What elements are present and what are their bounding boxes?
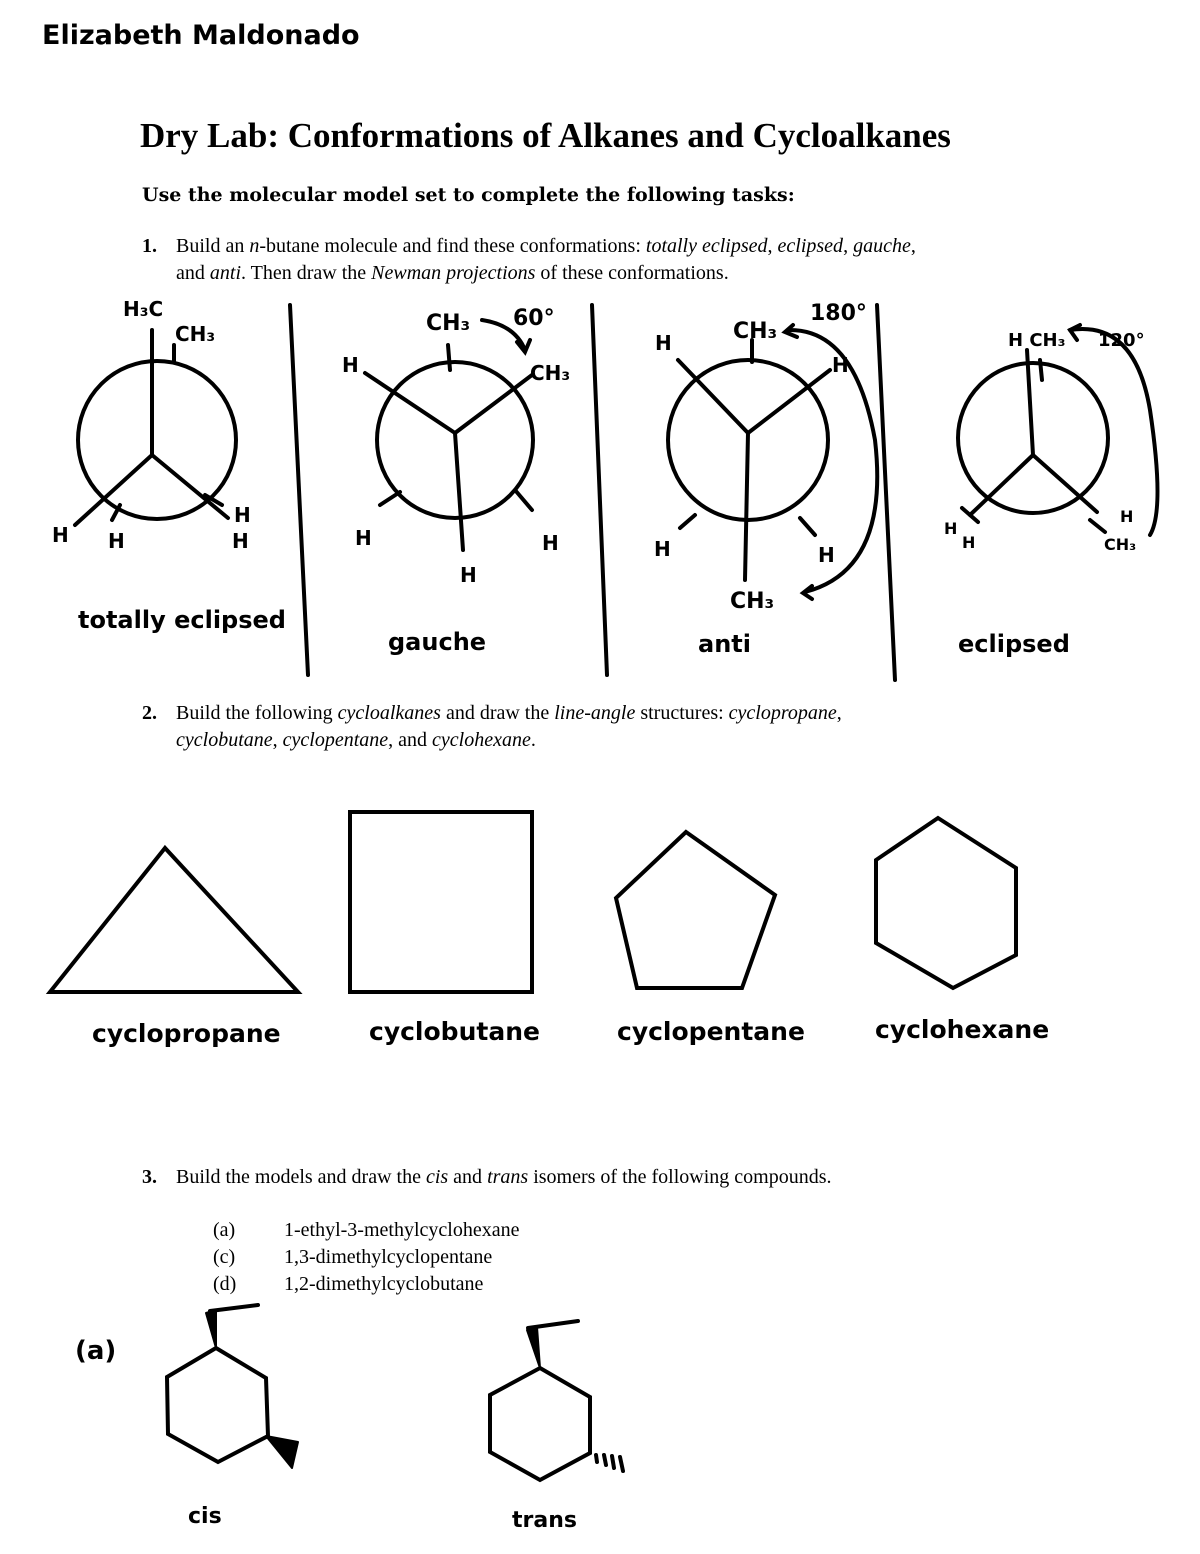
list-item-label: (d) xyxy=(213,1273,237,1295)
text: isomers of the following compounds. xyxy=(528,1166,832,1188)
text: , xyxy=(272,729,283,751)
list-item xyxy=(213,1217,713,1244)
text: Build the models and draw the xyxy=(176,1166,426,1188)
text: , xyxy=(836,702,842,724)
part-label-a: (a) xyxy=(75,1336,117,1366)
text-italic: cyclopentane xyxy=(282,729,389,751)
label-h: H xyxy=(355,526,372,550)
label-h-ch3: H CH₃ xyxy=(1008,330,1066,351)
text: structures: xyxy=(635,702,729,724)
cycloalkane-structures xyxy=(0,800,1200,1060)
label-h: H xyxy=(234,503,251,527)
text-italic: n xyxy=(249,235,260,257)
text-italic: line-angle xyxy=(554,702,636,724)
caption-cyclobutane: cyclobutane xyxy=(369,1017,540,1046)
caption-cyclopropane: cyclopropane xyxy=(92,1019,281,1048)
caption-cis: cis xyxy=(188,1504,222,1529)
list-item-label: (c) xyxy=(213,1246,236,1268)
label-h: H xyxy=(962,533,976,552)
label-ch3: CH₃ xyxy=(730,589,775,614)
text: Build an xyxy=(176,235,250,257)
text-italic: cyclobutane xyxy=(176,729,273,751)
question-3 xyxy=(142,1164,1062,1194)
caption-eclipsed: eclipsed xyxy=(958,630,1070,658)
label-h: H xyxy=(342,353,359,377)
text-italic: cyclohexane xyxy=(432,729,531,751)
label-ch3: CH₃ xyxy=(530,361,571,385)
label-h: H xyxy=(1120,507,1134,526)
question-text xyxy=(176,700,1056,754)
text: , and xyxy=(388,729,433,751)
caption-trans: trans xyxy=(512,1508,577,1533)
text-italic: anti xyxy=(209,262,242,284)
cyclohexane-structure xyxy=(876,818,1016,988)
newman-totally-eclipsed xyxy=(75,330,236,525)
question-number: 2. xyxy=(142,702,157,724)
cyclopropane-structure xyxy=(50,848,298,992)
list-item xyxy=(213,1271,713,1298)
text: and xyxy=(176,262,210,284)
divider xyxy=(592,305,607,675)
newman-gauche xyxy=(365,320,533,550)
label-angle: 60° xyxy=(513,306,555,331)
cis-ring xyxy=(167,1348,268,1462)
text-italic: eclipsed xyxy=(777,235,844,257)
text: , xyxy=(767,235,778,257)
text: , xyxy=(910,235,916,257)
cyclopentane-structure xyxy=(616,832,775,988)
text: -butane molecule and find these conformations: xyxy=(259,235,646,257)
label-angle: 120° xyxy=(1098,330,1145,351)
text: Build the following xyxy=(176,702,338,724)
newman-projections xyxy=(0,290,1200,690)
caption-gauche: gauche xyxy=(388,628,487,656)
label-h: H xyxy=(818,543,835,567)
cyclobutane-structure xyxy=(350,812,532,992)
label-h: H xyxy=(460,563,477,587)
text-italic: cyclopropane xyxy=(728,702,837,724)
list-item-name: 1,2-dimethylcyclobutane xyxy=(284,1273,484,1295)
label-h: H xyxy=(944,519,958,538)
label-ch3: CH₃ xyxy=(733,319,778,344)
list-item-label: (a) xyxy=(213,1219,236,1241)
text: , xyxy=(843,235,854,257)
list-item-name: 1-ethyl-3-methylcyclohexane xyxy=(284,1219,520,1241)
text-italic: cis xyxy=(425,1166,449,1188)
list-item xyxy=(213,1244,713,1271)
label-h3c: H₃C xyxy=(123,297,164,321)
question-2 xyxy=(142,700,1062,760)
cis-wedge-top xyxy=(206,1310,216,1348)
label-h: H xyxy=(52,523,69,547)
caption-cyclohexane: cyclohexane xyxy=(875,1015,1050,1044)
page-title: Dry Lab: Conformations of Alkanes and Cycloalkanes xyxy=(140,116,951,155)
text: of these conformations. xyxy=(535,262,729,284)
label-angle: 180° xyxy=(810,301,867,326)
text-italic: trans xyxy=(487,1166,529,1188)
question-1 xyxy=(142,233,1062,293)
caption-anti: anti xyxy=(698,630,751,658)
label-h: H xyxy=(655,331,672,355)
text: . xyxy=(530,729,536,751)
trans-ring xyxy=(490,1368,590,1480)
text: and draw the xyxy=(440,702,555,724)
compound-list xyxy=(213,1217,713,1298)
divider xyxy=(877,305,895,680)
text: . Then draw the xyxy=(241,262,372,284)
trans-wedge-top xyxy=(527,1327,540,1368)
question-number: 1. xyxy=(142,235,157,257)
label-h: H xyxy=(232,529,249,553)
caption-totally-eclipsed: totally eclipsed xyxy=(78,606,286,634)
label-h: H xyxy=(654,537,671,561)
text-italic: cycloalkanes xyxy=(337,702,441,724)
label-ch3: CH₃ xyxy=(426,311,471,336)
question-text xyxy=(176,233,1056,287)
text-italic: totally eclipsed xyxy=(645,235,768,257)
caption-cyclopentane: cyclopentane xyxy=(617,1017,805,1046)
cis-wedge-bottom xyxy=(266,1436,298,1468)
label-h: H xyxy=(832,353,849,377)
label-ch3: CH₃ xyxy=(175,322,216,346)
question-text xyxy=(176,1164,1056,1191)
newman-eclipsed xyxy=(958,325,1158,535)
text: and xyxy=(448,1166,488,1188)
label-ch3: CH₃ xyxy=(1104,535,1137,554)
question-number: 3. xyxy=(142,1166,157,1188)
label-h: H xyxy=(108,529,125,553)
student-name: Elizabeth Maldonado xyxy=(42,20,360,51)
list-item-name: 1,3-dimethylcyclopentane xyxy=(284,1246,493,1268)
text-italic: Newman projections xyxy=(371,262,536,284)
text-italic: gauche xyxy=(853,235,911,257)
isomer-structures xyxy=(0,1295,1200,1550)
label-h: H xyxy=(542,531,559,555)
divider xyxy=(290,305,308,675)
instructions: Use the molecular model set to complete the following tasks: xyxy=(142,184,795,206)
